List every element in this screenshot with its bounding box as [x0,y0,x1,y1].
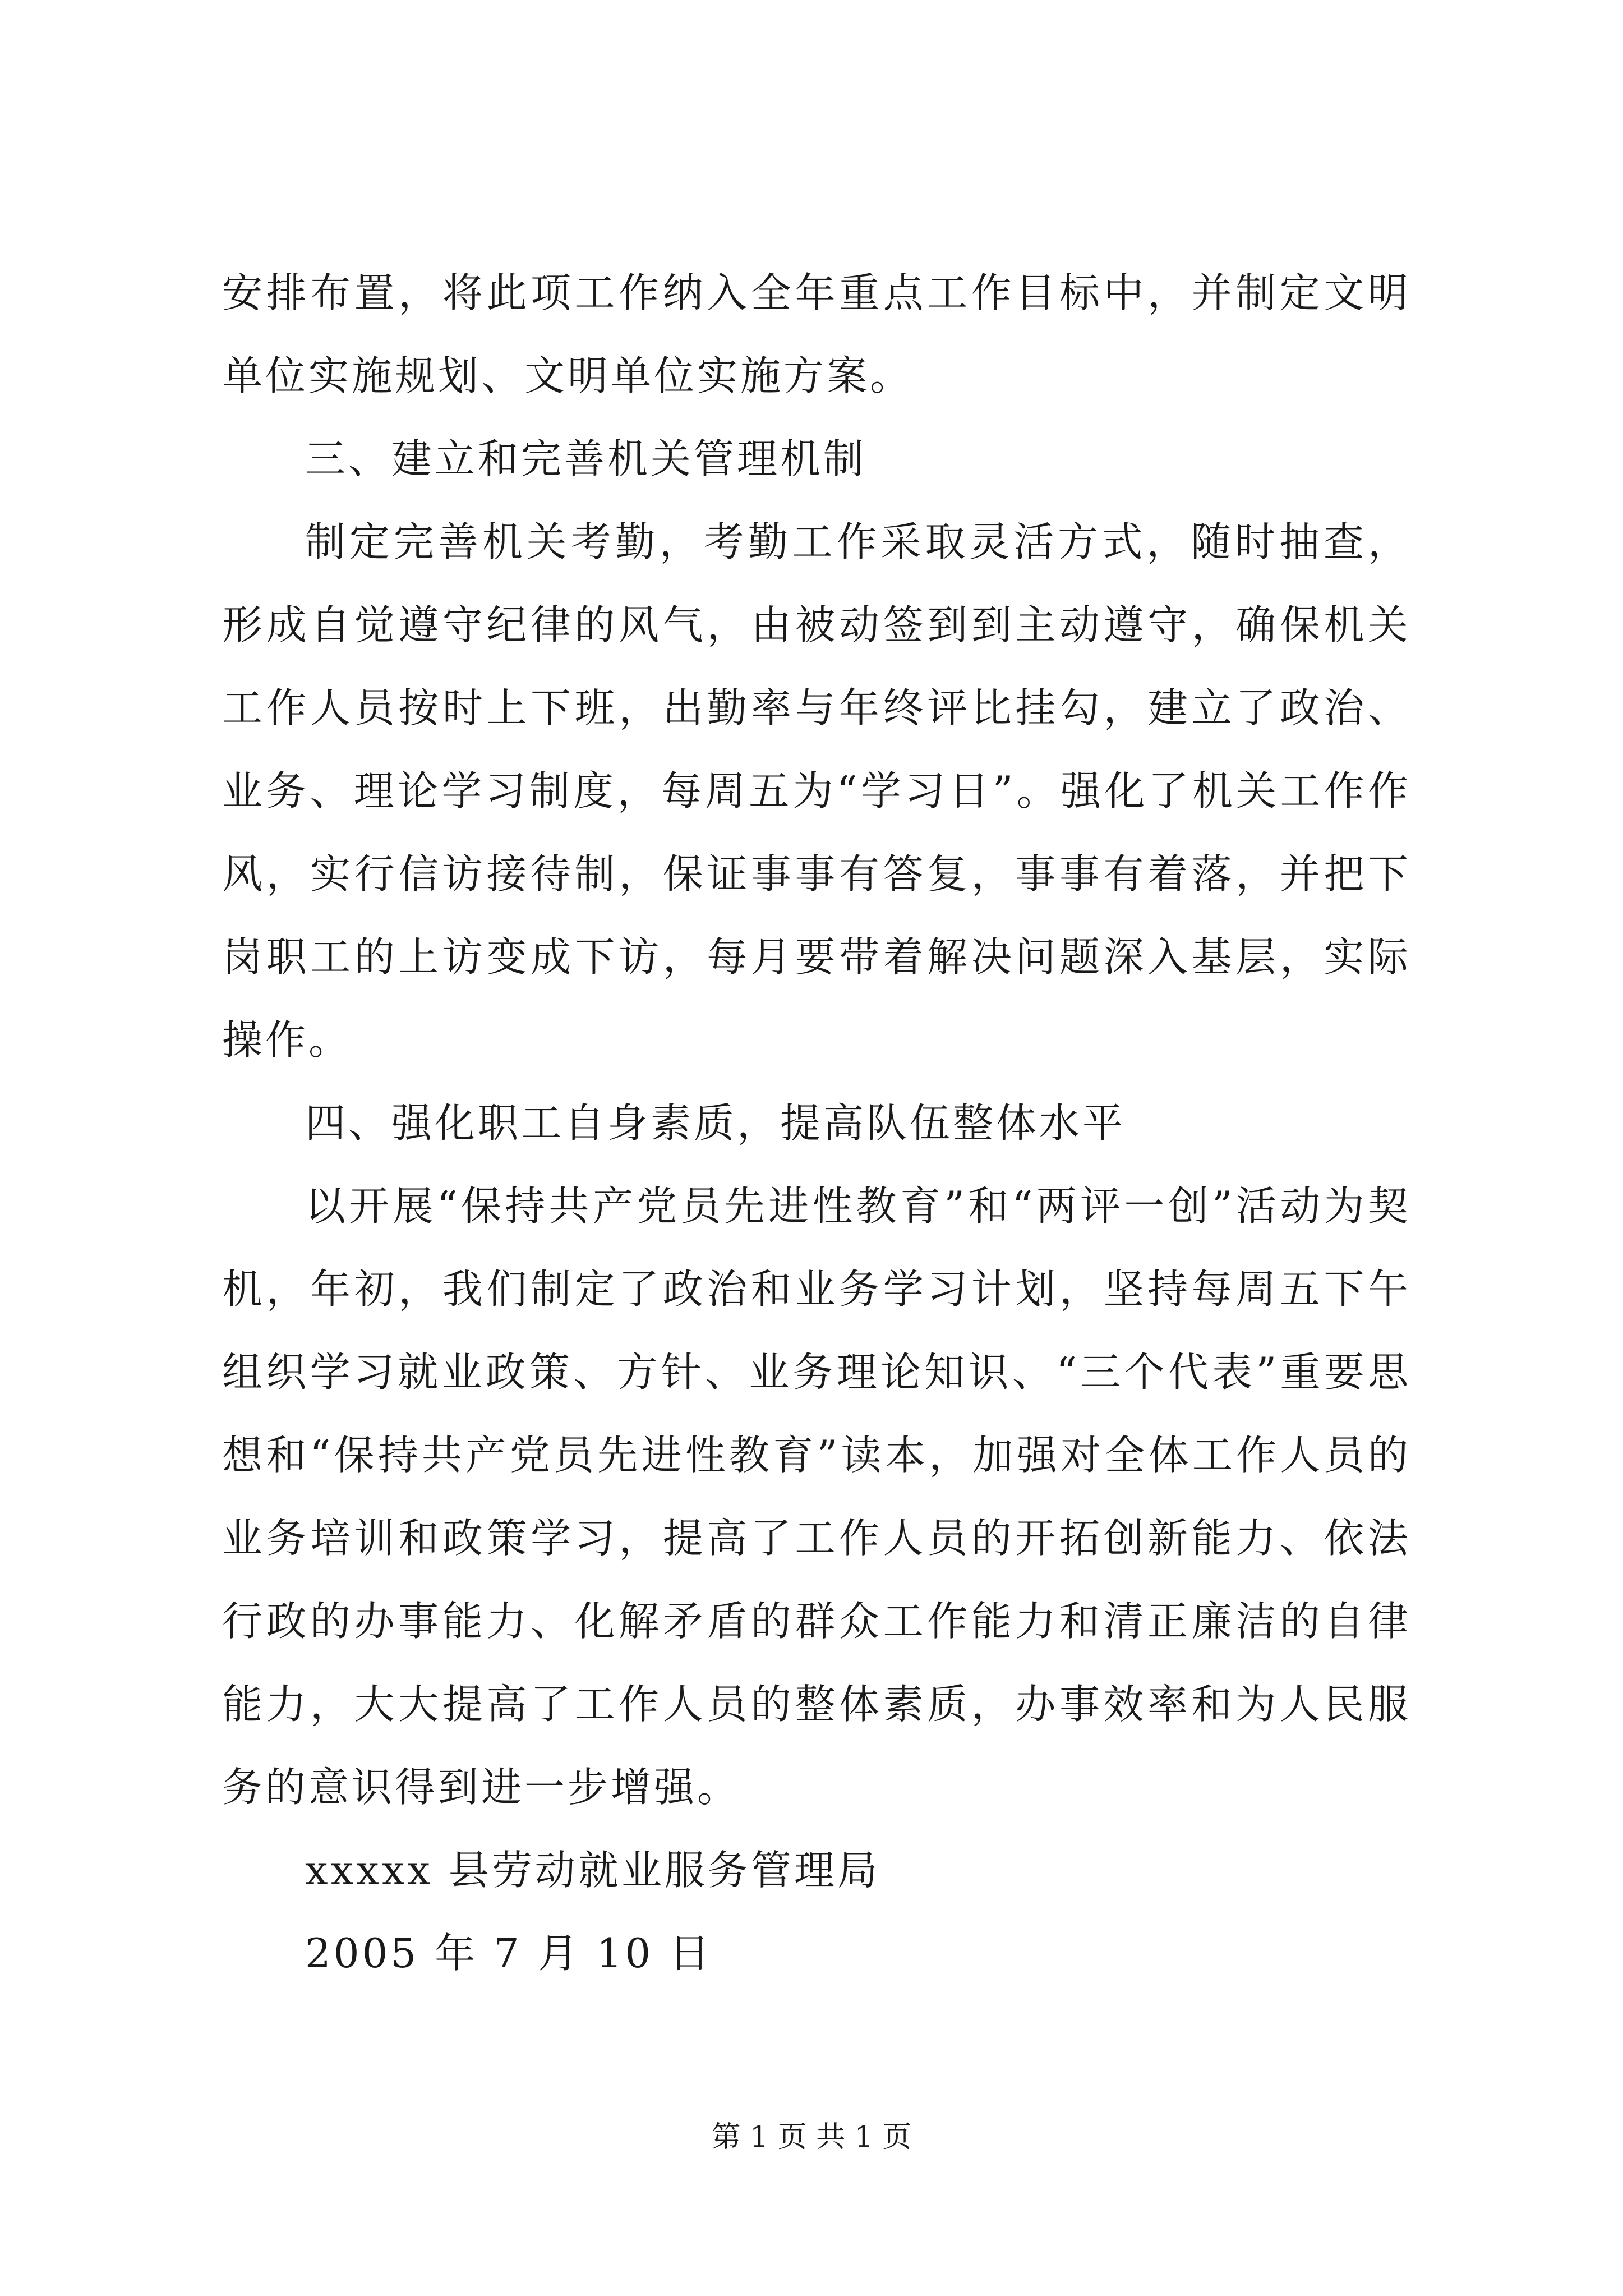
signature-date: 2005 年 7 月 10 日 [305,1930,713,1977]
section-heading-4: 四、强化职工自身素质，提高队伍整体水平 [305,1099,1126,1147]
document-body [222,251,1411,1995]
signature-organization: xxxxx 县劳动就业服务管理局 [305,1847,880,1894]
paragraph-continuation: 安排布置，将此项工作纳入全年重点工作目标中，并制定文明单位实施规划、文明单位实施方案。 [222,269,1411,399]
paragraph-training: 以开展“保持共产党员先进性教育”和“两评一创”活动为契机，年初，我们制定了政治和业务学习计划，坚持每周五下午组织学习就业政策、方针、业务理论知识、“三个代表”重要思想和“保持共产党员先进性教育”读本，加强对全体工作人员的业务培训和政策学习，提高了工作人员的开拓创新能力、依法行政的办事能力、化解矛盾的群众工作能力和清正廉洁的自律能力，大大提高了工作人员的整体素质，办事效率和为人民服务的意识得到进一步增强。 [222,1182,1411,1811]
page-number-footer: 第 1 页 共 1 页 [711,2120,912,2154]
section-heading-3: 三、建立和完善机关管理机制 [305,435,867,482]
paragraph-attendance: 制定完善机关考勤，考勤工作采取灵活方式，随时抽查，形成自觉遵守纪律的风气，由被动签到到主动遵守，确保机关工作人员按时上下班，出勤率与年终评比挂勾，建立了政治、业务、理论学习制度，每周五为“学习日”。强化了机关工作作风，实行信访接待制，保证事事有答复，事事有着落，并把下岗职工的上访变成下访，每月要带着解决问题深入基层，实际操作。 [222,518,1411,1064]
